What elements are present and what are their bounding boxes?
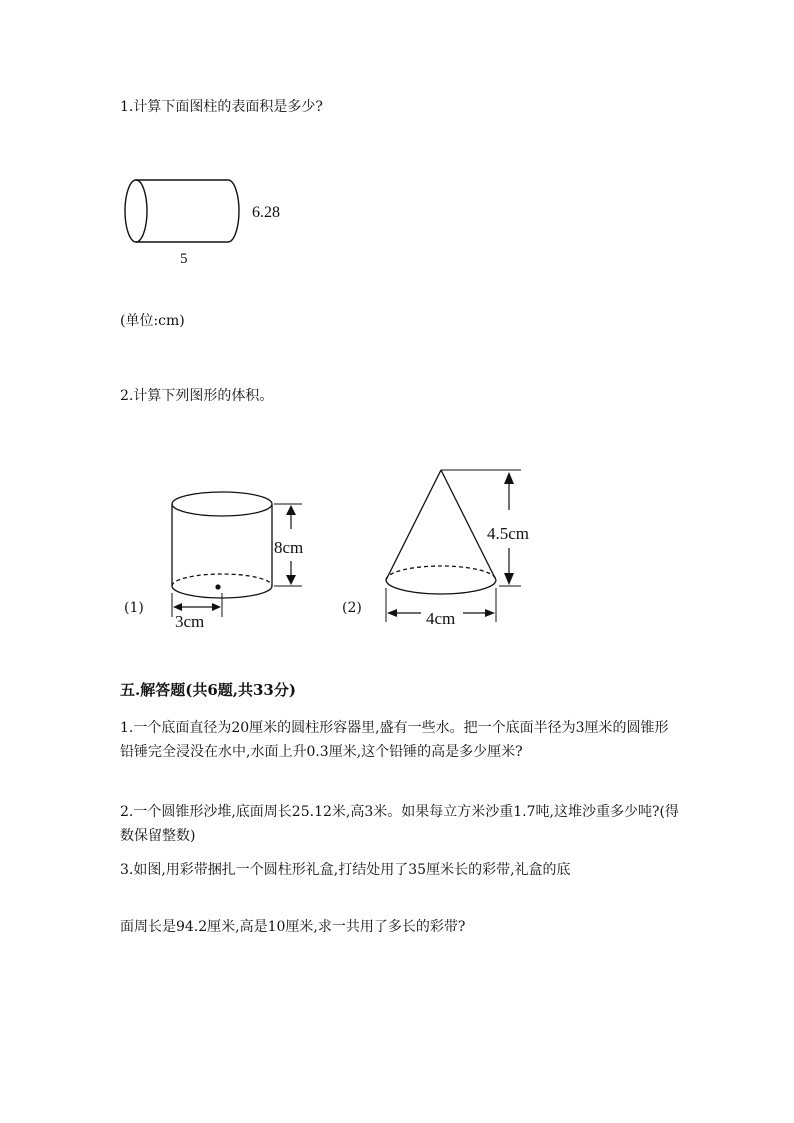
section-title: 五.解答题(共6题,共33分) bbox=[120, 681, 296, 699]
figure-2-height-label: 4.5cm bbox=[487, 524, 530, 543]
figure-2-cone bbox=[375, 462, 555, 632]
problem-1: 1.一个底面直径为20厘米的圆柱形容器里,盛有一些水。把一个底面半径为3厘米的圆锥形铅锤完全浸没在水中,水面上升0.3厘米,这个铅锤的高是多少厘米? bbox=[120, 720, 669, 760]
cylinder-figure bbox=[110, 170, 310, 270]
unit-note: (单位:cm) bbox=[120, 313, 185, 329]
problem-3-line-2: 面周长是94.2厘米,高是10厘米,求一共用了多长的彩带? bbox=[120, 919, 466, 935]
cylinder-length-label: 5 bbox=[180, 251, 188, 267]
figure-2-diameter-label: 4cm bbox=[426, 609, 456, 628]
figure-1-radius-label: 3cm bbox=[175, 612, 205, 631]
problem-3-line-1: 3.如图,用彩带捆扎一个圆柱形礼盒,打结处用了35厘米长的彩带,礼盒的底 bbox=[120, 862, 571, 878]
figure-1-height-label: 8cm bbox=[274, 538, 304, 557]
problem-2: 2.一个圆锥形沙堆,底面周长25.12米,高3米。如果每立方米沙重1.7吨,这堆沙重多少吨?(得数保留整数) bbox=[120, 804, 679, 844]
figure-1-index: (1) bbox=[124, 600, 144, 616]
figure-1-cylinder bbox=[160, 485, 320, 635]
question-2-title: 2.计算下列图形的体积。 bbox=[120, 388, 274, 404]
figure-2-index: (2) bbox=[342, 600, 362, 616]
question-1-title: 1.计算下面图柱的表面积是多少? bbox=[120, 99, 323, 115]
cylinder-height-label: 6.28 bbox=[252, 204, 280, 221]
